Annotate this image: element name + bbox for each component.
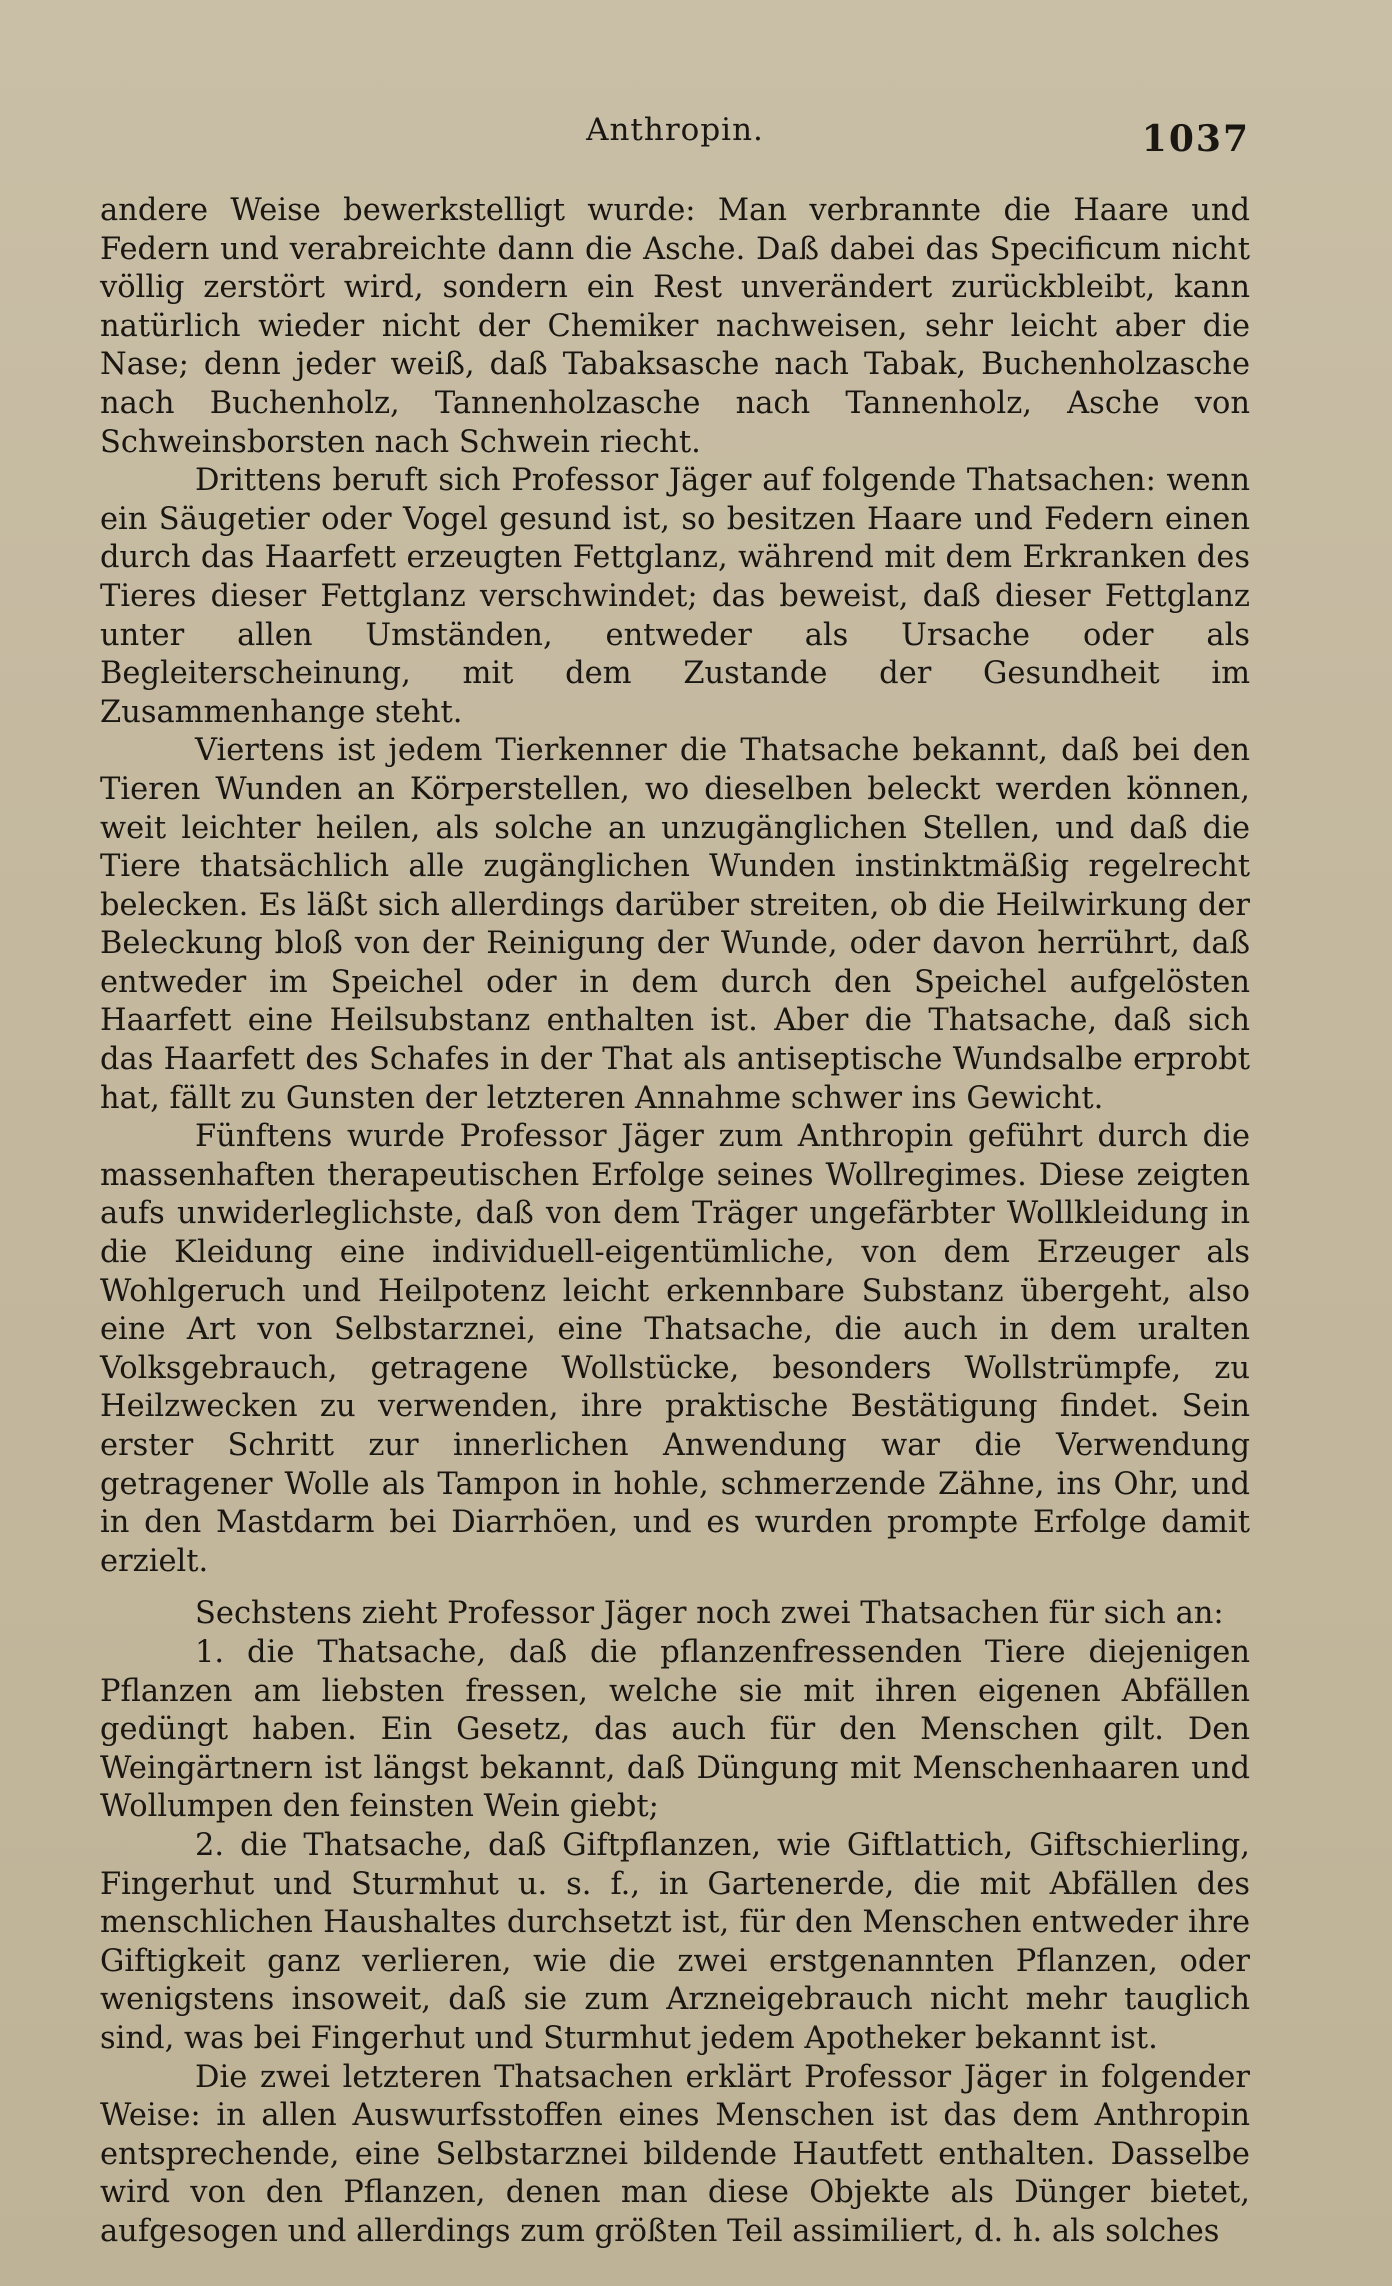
paragraph-viertens: Viertens ist jedem Tierkenner die Thatsache bekannt, daß bei den Tieren Wunden an Körperstellen, wo dieselben beleckt werden können, weit leichter heilen, als solche an unzugänglichen Stellen, und daß die Tiere thatsächlich alle zugänglichen Wunden instinktmäßig regelrecht belecken. Es läßt sich allerdings darüber streiten, ob die Heilwirkung der Beleckung bloß von der Reinigung der Wunde, oder davon herrührt, daß entweder im Speichel oder in dem durch den Speichel aufgelösten Haarfett eine Heilsubstanz enthalten ist. Aber die Thatsache, daß sich das Haarfett des Schafes in der That als antiseptische Wundsalbe erprobt hat, fällt zu Gunsten der letzteren Annahme schwer ins Gewicht. bbox=[100, 733, 1250, 1116]
running-title: Anthropin. bbox=[586, 112, 764, 148]
paragraph-drittens: Drittens beruft sich Professor Jäger auf folgende Thatsachen: wenn ein Säugetier oder Vogel gesund ist, so besitzen Haare und Federn einen durch das Haarfett erzeugten Fettglanz, während mit dem Erkranken des Tieres dieser Fettglanz verschwindet; das beweist, daß dieser Fettglanz unter allen Umständen, entweder als Ursache oder als Begleiterscheinung, mit dem Zustande der Gesundheit im Zusammenhange steht. bbox=[100, 463, 1250, 730]
list-item-1: 1. die Thatsache, daß die pflanzenfressenden Tiere diejenigen Pflanzen am liebsten fressen, welche sie mit ihren eigenen Abfällen gedüngt haben. Ein Gesetz, das auch für den Menschen gilt. Den Weingärtnern ist längst bekannt, daß Düngung mit Menschenhaaren und Wollumpen den feinsten Wein giebt; bbox=[100, 1634, 1250, 1825]
paragraph-fuenftens: Fünftens wurde Professor Jäger zum Anthropin geführt durch die massenhaften therapeutischen Erfolge seines Wollregimes. Diese zeigten aufs unwiderleglichste, daß von dem Träger ungefärbter Wollkleidung in die Kleidung eine individuell-eigentümliche, von dem Erzeuger als Wohlgeruch und Heilpotenz leicht erkennbare Substanz übergeht, also eine Art von Selbstarznei, eine Thatsache, die auch in dem uralten Volksgebrauch, getragene Wollstücke, besonders Wollstrümpfe, zu Heilzwecken zu verwenden, ihre praktische Bestätigung findet. Sein erster Schritt zur innerlichen Anwendung war die Verwendung getragener Wolle als Tampon in hohle, schmerzende Zähne, ins Ohr, und in den Mastdarm bei Diarrhöen, und es wurden prompte Erfolge damit erzielt. bbox=[100, 1119, 1250, 1579]
body-text bbox=[100, 192, 1250, 2251]
page-number: 1037 bbox=[1141, 118, 1250, 160]
paragraph-sechstens: Sechstens zieht Professor Jäger noch zwei Thatsachen für sich an: bbox=[195, 1596, 1224, 1632]
page-header bbox=[100, 100, 1250, 160]
paragraph-continuation: andere Weise bewerkstelligt wurde: Man verbrannte die Haare und Federn und verabreichte dann die Asche. Daß dabei das Specificum nicht völlig zerstört wird, sondern ein Rest unverändert zurückbleibt, kann natürlich wieder nicht der Chemiker nachweisen, sehr leicht aber die Nase; denn jeder weiß, daß Tabaksasche nach Tabak, Buchenholzasche nach Buchenholz, Tannenholzasche nach Tannenholz, Asche von Schweinsborsten nach Schwein riecht. bbox=[100, 193, 1250, 460]
paragraph-conclusion: Die zwei letzteren Thatsachen erklärt Professor Jäger in folgender Weise: in allen Auswurfsstoffen eines Menschen ist das dem Anthropin entsprechende, eine Selbstarznei bildende Hautfett enthalten. Dasselbe wird von den Pflanzen, denen man diese Objekte als Dünger bietet, aufgesogen und allerdings zum größten Teil assimiliert, d. h. als solches bbox=[100, 2059, 1250, 2249]
list-item-2: 2. die Thatsache, daß Giftpflanzen, wie Giftlattich, Giftschierling, Fingerhut und Sturmhut u. s. f., in Gartenerde, die mit Abfällen des menschlichen Haushaltes durchsetzt ist, für den Menschen entweder ihre Giftigkeit ganz verlieren, wie die zwei erstgenannten Pflanzen, oder wenigstens insoweit, daß sie zum Arzneigebrauch nicht mehr tauglich sind, was bei Fingerhut und Sturmhut jedem Apotheker bekannt ist. bbox=[100, 1827, 1250, 2056]
